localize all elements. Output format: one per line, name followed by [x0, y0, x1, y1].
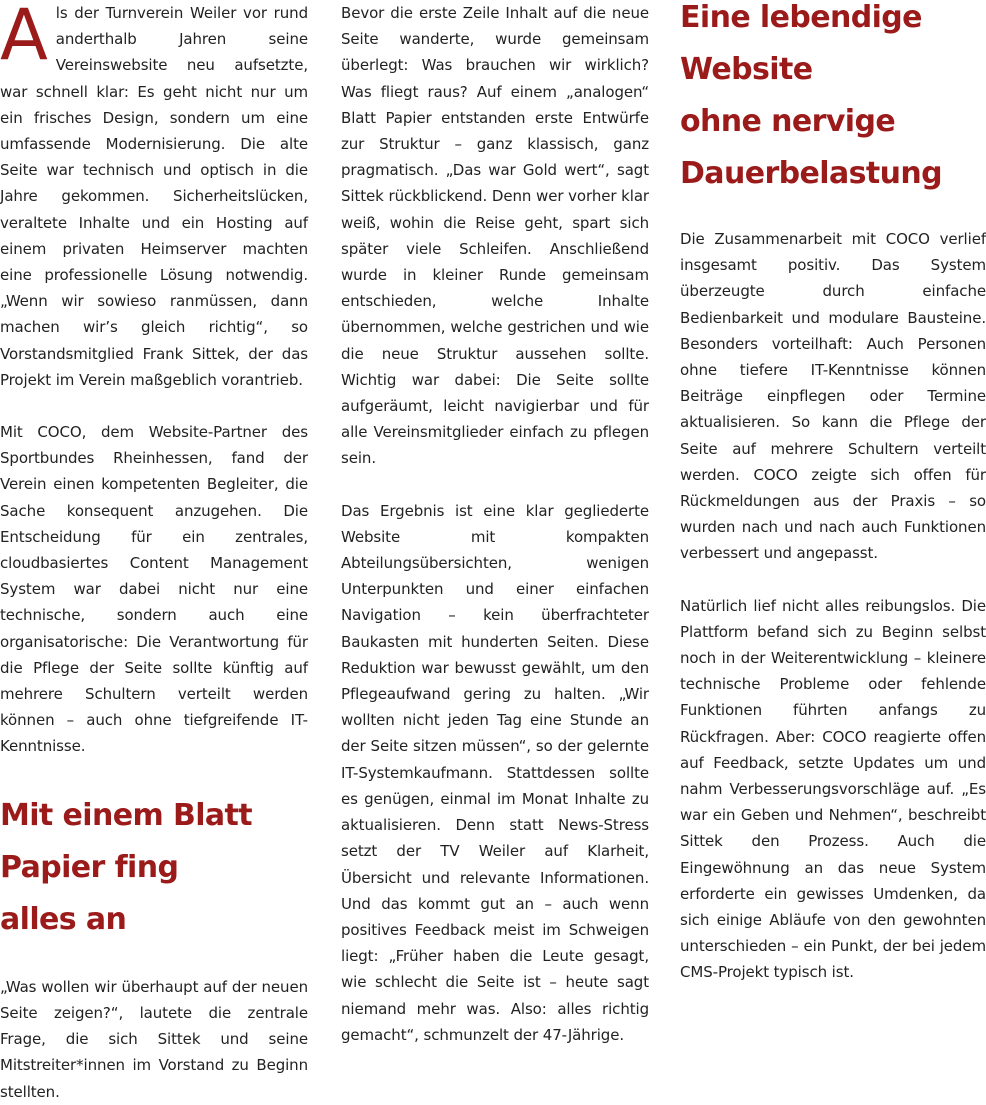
heading-line: Mit einem Blatt	[0, 797, 253, 833]
article-column-3	[680, 0, 986, 986]
heading-line: Papier fing	[0, 849, 179, 885]
heading-line: Eine lebendige	[680, 0, 922, 35]
paragraph-coco-partner: Mit COCO, dem Website-Partner des Sportbundes Rheinhessen, fand der Verein einen kompetenten Begleiter, die Sache konsequent anzugehen. Die Entscheidung für ein zentrales, cloudbasiertes Content Management System war dabei nicht nur eine technische, sondern auch eine organisatorische: Die Verantwortung für die Pflege der Seite sollte künftig auf mehrere Schultern verteilt werden können – auch ohne tiefgreifende IT-Kenntnisse.	[0, 423, 308, 756]
article-column-2	[341, 0, 649, 1048]
paragraph-zusammenarbeit: Die Zusammenarbeit mit COCO verlief insgesamt positiv. Das System überzeugte durch einfache Bedienbarkeit und modulare Bausteine. Besonders vorteilhaft: Auch Personen ohne tiefere IT-Kenntnisse können Beiträge einpflegen oder Termine aktualisieren. So kann die Pflege der Seite auf mehrere Schultern verteilt werden. COCO zeigte sich offen für Rückmeldungen aus der Praxis – so wurden nach und nach auch Funktionen verbessert und angepasst.	[680, 230, 986, 563]
section-heading-lebendige-website	[680, 0, 986, 200]
paragraph-reibungslos: Natürlich lief nicht alles reibungslos. Die Plattform befand sich zu Beginn selbst noch in der Weiterentwicklung – kleinere technische Probleme oder fehlende Funktionen führten anfangs zu Rückfragen. Aber: COCO reagierte offen auf Feedback, setzte Updates um und nahm Verbesserungsvorschläge auf. „Es war ein Geben und Nehmen“, beschreibt Sittek den Prozess. Auch die Eingewöhnung an das neue System erforderte ein gewisses Umdenken, da sich einige Abläufe von den gewohnten unterschieden – ein Punkt, der bei jedem CMS-Projekt typisch ist.	[680, 596, 986, 982]
section-heading-blatt-papier	[0, 790, 308, 946]
heading-line: ohne nervige	[680, 104, 896, 139]
heading-line: Dauerbelastung	[680, 156, 942, 191]
heading-line: alles an	[0, 901, 127, 937]
drop-cap: A	[0, 0, 48, 76]
paragraph-struktur: Bevor die erste Zeile Inhalt auf die neue Seite wanderte, wurde gemeinsam überlegt: Was brauchen wir wirklich? Was fliegt raus? Auf einem „analogen“ Blatt Papier entstanden erste Entwürfe zur Struktur – ganz klassisch, ganz pragmatisch. „Das war Gold wert“, sagt Sittek rückblickend. Denn wer vorher klar weiß, wohin die Reise geht, spart sich später viele Schleifen. Anschließend wurde in kleiner Runde gemeinsam entschieden, welche Inhalte übernommen, welche gestrichen und wie die neue Struktur aussehen sollte. Wichtig war dabei: Die Seite sollte aufgeräumt, leicht navigierbar und für alle Vereinsmitglieder einfach zu pflegen sein.	[341, 4, 649, 468]
heading-line: Website	[680, 52, 813, 87]
article-column-1	[0, 0, 308, 1105]
intro-paragraph-text: ls der Turnverein Weiler vor rund anderthalb Jahren seine Vereinswebsite neu aufsetzte, war schnell klar: Es geht nicht nur um ein frisches Design, sondern um eine umfassende Modernisierung. Die alte Seite war technisch und optisch in die Jahre gekommen. Sicherheitslücken, veraltete Inhalte und ein Hosting auf einem privaten Heimserver machten eine professionelle Lösung notwendig. „Wenn wir sowieso ranmüssen, dann machen wir’s gleich richtig“, so Vorstandsmitglied Frank Sittek, der das Projekt im Verein maßgeblich vorantrieb.	[0, 4, 308, 389]
intro-paragraph	[0, 0, 308, 393]
paragraph-ergebnis: Das Ergebnis ist eine klar gegliederte Website mit kompakten Abteilungsübersichten, wenigen Unterpunkten und einer einfachen Navigation – kein überfrachteter Baukasten mit hunderten Seiten. Diese Reduktion war bewusst gewählt, um den Pflegeaufwand gering zu halten. „Wir wollten nicht jeden Tag eine Stunde an der Seite sitzen müssen“, so der gelernte IT-Systemkaufmann. Stattdessen sollte es genügen, einmal im Monat Inhalte zu aktualisieren. Denn statt News-Stress setzt der TV Weiler auf Klarheit, Übersicht und relevante Informationen. Und das kommt gut an – auch wenn positives Feedback meist im Schweigen liegt: „Früher haben die Leute gesagt, wie schlecht die Seite ist – heute sagt niemand mehr was. Also: alles richtig gemacht“, schmunzelt der 47-Jährige.	[341, 501, 649, 1044]
paragraph-zentrale-frage: „Was wollen wir überhaupt auf der neuen Seite zeigen?“, lautete die zentrale Frage, die sich Sittek und seine Mitstreiter*innen im Vorstand zu Beginn stellten.	[0, 977, 308, 1101]
